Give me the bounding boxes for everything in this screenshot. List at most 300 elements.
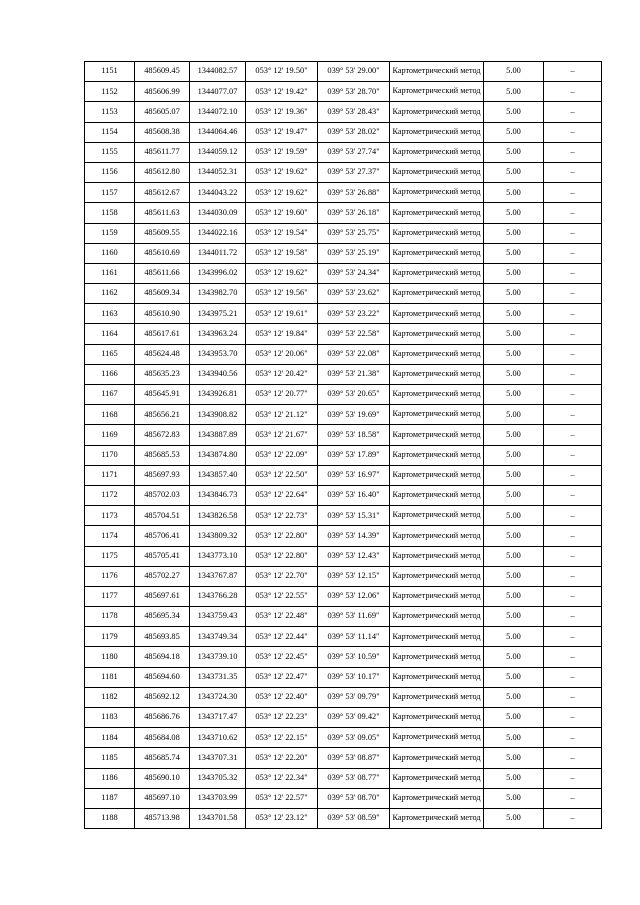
method-cell: Картометрический метод [390,708,484,728]
table-row [85,607,602,627]
y-coordinate-cell: 1343703.99 [190,788,246,808]
y-coordinate-cell: 1343749.34 [190,627,246,647]
x-coordinate-cell: 485694.18 [135,647,190,667]
note-cell: – [544,183,602,203]
x-coordinate-cell: 485705.41 [135,546,190,566]
latitude-cell: 053° 12' 19.54" [246,223,318,243]
table-row [85,243,602,263]
method-cell: Картометрический метод [390,647,484,667]
longitude-cell: 039° 53' 26.88" [318,183,390,203]
longitude-cell: 039° 53' 28.02" [318,122,390,142]
note-cell: – [544,425,602,445]
latitude-cell: 053° 12' 23.12" [246,808,318,828]
point-number-cell: 1180 [85,647,135,667]
note-cell: – [544,142,602,162]
longitude-cell: 039° 53' 23.22" [318,304,390,324]
longitude-cell: 039° 53' 08.59" [318,808,390,828]
accuracy-cell: 5.00 [484,425,544,445]
method-cell: Картометрический метод [390,385,484,405]
point-number-cell: 1173 [85,506,135,526]
method-cell: Картометрический метод [390,405,484,425]
method-cell: Картометрический метод [390,62,484,82]
point-number-cell: 1162 [85,284,135,304]
accuracy-cell: 5.00 [484,586,544,606]
method-cell: Картометрический метод [390,728,484,748]
accuracy-cell: 5.00 [484,728,544,748]
x-coordinate-cell: 485684.08 [135,728,190,748]
accuracy-cell: 5.00 [484,465,544,485]
accuracy-cell: 5.00 [484,607,544,627]
table-row [85,687,602,707]
table-row [85,667,602,687]
x-coordinate-cell: 485606.99 [135,82,190,102]
point-number-cell: 1163 [85,304,135,324]
x-coordinate-cell: 485706.41 [135,526,190,546]
accuracy-cell: 5.00 [484,405,544,425]
method-cell: Картометрический метод [390,445,484,465]
note-cell: – [544,465,602,485]
x-coordinate-cell: 485697.93 [135,465,190,485]
accuracy-cell: 5.00 [484,506,544,526]
longitude-cell: 039° 53' 12.06" [318,586,390,606]
table-row [85,364,602,384]
table-row [85,566,602,586]
note-cell: – [544,223,602,243]
note-cell: – [544,728,602,748]
table-row [85,445,602,465]
x-coordinate-cell: 485612.67 [135,183,190,203]
y-coordinate-cell: 1343707.31 [190,748,246,768]
longitude-cell: 039° 53' 08.87" [318,748,390,768]
point-number-cell: 1175 [85,546,135,566]
point-number-cell: 1182 [85,687,135,707]
longitude-cell: 039° 53' 12.43" [318,546,390,566]
latitude-cell: 053° 12' 20.06" [246,344,318,364]
longitude-cell: 039° 53' 12.15" [318,566,390,586]
method-cell: Картометрический метод [390,506,484,526]
x-coordinate-cell: 485617.61 [135,324,190,344]
latitude-cell: 053° 12' 22.47" [246,667,318,687]
accuracy-cell: 5.00 [484,82,544,102]
x-coordinate-cell: 485610.90 [135,304,190,324]
longitude-cell: 039° 53' 21.38" [318,364,390,384]
longitude-cell: 039° 53' 09.05" [318,728,390,748]
accuracy-cell: 5.00 [484,385,544,405]
point-number-cell: 1161 [85,263,135,283]
table-row [85,788,602,808]
point-number-cell: 1185 [85,748,135,768]
note-cell: – [544,203,602,223]
method-cell: Картометрический метод [390,808,484,828]
y-coordinate-cell: 1343705.32 [190,768,246,788]
longitude-cell: 039° 53' 26.18" [318,203,390,223]
point-number-cell: 1159 [85,223,135,243]
y-coordinate-cell: 1344030.09 [190,203,246,223]
point-number-cell: 1174 [85,526,135,546]
y-coordinate-cell: 1343908.82 [190,405,246,425]
point-number-cell: 1183 [85,708,135,728]
method-cell: Картометрический метод [390,667,484,687]
method-cell: Картометрический метод [390,223,484,243]
longitude-cell: 039° 53' 09.42" [318,708,390,728]
note-cell: – [544,546,602,566]
accuracy-cell: 5.00 [484,304,544,324]
accuracy-cell: 5.00 [484,768,544,788]
point-number-cell: 1170 [85,445,135,465]
table-row [85,728,602,748]
y-coordinate-cell: 1343773.10 [190,546,246,566]
latitude-cell: 053° 12' 19.62" [246,183,318,203]
y-coordinate-cell: 1343857.40 [190,465,246,485]
method-cell: Картометрический метод [390,425,484,445]
y-coordinate-cell: 1344059.12 [190,142,246,162]
latitude-cell: 053° 12' 22.23" [246,708,318,728]
latitude-cell: 053° 12' 22.55" [246,586,318,606]
method-cell: Картометрический метод [390,142,484,162]
longitude-cell: 039° 53' 09.79" [318,687,390,707]
y-coordinate-cell: 1343874.80 [190,445,246,465]
accuracy-cell: 5.00 [484,526,544,546]
longitude-cell: 039° 53' 10.17" [318,667,390,687]
method-cell: Картометрический метод [390,465,484,485]
note-cell: – [544,607,602,627]
note-cell: – [544,586,602,606]
longitude-cell: 039° 53' 16.40" [318,485,390,505]
y-coordinate-cell: 1344043.22 [190,183,246,203]
accuracy-cell: 5.00 [484,808,544,828]
method-cell: Картометрический метод [390,586,484,606]
x-coordinate-cell: 485609.55 [135,223,190,243]
point-number-cell: 1151 [85,62,135,82]
latitude-cell: 053° 12' 22.48" [246,607,318,627]
longitude-cell: 039° 53' 11.69" [318,607,390,627]
y-coordinate-cell: 1343826.58 [190,506,246,526]
table-row [85,808,602,828]
latitude-cell: 053° 12' 22.45" [246,647,318,667]
x-coordinate-cell: 485611.66 [135,263,190,283]
y-coordinate-cell: 1343717.47 [190,708,246,728]
x-coordinate-cell: 485656.21 [135,405,190,425]
table-row [85,768,602,788]
x-coordinate-cell: 485605.07 [135,102,190,122]
accuracy-cell: 5.00 [484,687,544,707]
point-number-cell: 1176 [85,566,135,586]
accuracy-cell: 5.00 [484,183,544,203]
y-coordinate-cell: 1343982.70 [190,284,246,304]
table-row [85,586,602,606]
accuracy-cell: 5.00 [484,566,544,586]
table-row [85,62,602,82]
accuracy-cell: 5.00 [484,263,544,283]
latitude-cell: 053° 12' 19.58" [246,243,318,263]
point-number-cell: 1156 [85,162,135,182]
latitude-cell: 053° 12' 22.50" [246,465,318,485]
accuracy-cell: 5.00 [484,284,544,304]
accuracy-cell: 5.00 [484,102,544,122]
longitude-cell: 039° 53' 17.89" [318,445,390,465]
table-row [85,324,602,344]
table-row [85,526,602,546]
y-coordinate-cell: 1343739.10 [190,647,246,667]
table-row [85,465,602,485]
latitude-cell: 053° 12' 19.60" [246,203,318,223]
latitude-cell: 053° 12' 22.80" [246,526,318,546]
point-number-cell: 1171 [85,465,135,485]
point-number-cell: 1155 [85,142,135,162]
note-cell: – [544,284,602,304]
note-cell: – [544,667,602,687]
x-coordinate-cell: 485612.80 [135,162,190,182]
latitude-cell: 053° 12' 22.44" [246,627,318,647]
latitude-cell: 053° 12' 22.09" [246,445,318,465]
y-coordinate-cell: 1343759.43 [190,607,246,627]
method-cell: Картометрический метод [390,344,484,364]
table-row [85,627,602,647]
y-coordinate-cell: 1343996.02 [190,263,246,283]
point-number-cell: 1154 [85,122,135,142]
method-cell: Картометрический метод [390,122,484,142]
latitude-cell: 053° 12' 19.56" [246,284,318,304]
longitude-cell: 039° 53' 22.58" [318,324,390,344]
accuracy-cell: 5.00 [484,364,544,384]
x-coordinate-cell: 485697.61 [135,586,190,606]
point-number-cell: 1164 [85,324,135,344]
coordinates-table [84,61,602,829]
point-number-cell: 1172 [85,485,135,505]
y-coordinate-cell: 1343724.30 [190,687,246,707]
accuracy-cell: 5.00 [484,203,544,223]
x-coordinate-cell: 485694.60 [135,667,190,687]
table-row [85,546,602,566]
method-cell: Картометрический метод [390,607,484,627]
table-row [85,385,602,405]
x-coordinate-cell: 485713.98 [135,808,190,828]
note-cell: – [544,708,602,728]
accuracy-cell: 5.00 [484,62,544,82]
note-cell: – [544,102,602,122]
x-coordinate-cell: 485611.77 [135,142,190,162]
accuracy-cell: 5.00 [484,324,544,344]
point-number-cell: 1158 [85,203,135,223]
accuracy-cell: 5.00 [484,485,544,505]
latitude-cell: 053° 12' 22.70" [246,566,318,586]
accuracy-cell: 5.00 [484,708,544,728]
table-row [85,183,602,203]
note-cell: – [544,768,602,788]
method-cell: Картометрический метод [390,627,484,647]
note-cell: – [544,687,602,707]
longitude-cell: 039° 53' 28.43" [318,102,390,122]
method-cell: Картометрический метод [390,203,484,223]
longitude-cell: 039° 53' 27.37" [318,162,390,182]
latitude-cell: 053° 12' 19.42" [246,82,318,102]
y-coordinate-cell: 1343940.56 [190,364,246,384]
method-cell: Картометрический метод [390,566,484,586]
method-cell: Картометрический метод [390,304,484,324]
method-cell: Картометрический метод [390,748,484,768]
table-row [85,263,602,283]
x-coordinate-cell: 485609.34 [135,284,190,304]
method-cell: Картометрический метод [390,162,484,182]
table-row [85,122,602,142]
table-row [85,485,602,505]
x-coordinate-cell: 485686.76 [135,708,190,728]
note-cell: – [544,122,602,142]
table-row [85,203,602,223]
latitude-cell: 053° 12' 22.20" [246,748,318,768]
method-cell: Картометрический метод [390,102,484,122]
longitude-cell: 039° 53' 23.62" [318,284,390,304]
note-cell: – [544,748,602,768]
point-number-cell: 1152 [85,82,135,102]
table-row [85,284,602,304]
longitude-cell: 039° 53' 25.75" [318,223,390,243]
latitude-cell: 053° 12' 22.40" [246,687,318,707]
y-coordinate-cell: 1343731.35 [190,667,246,687]
latitude-cell: 053° 12' 19.47" [246,122,318,142]
point-number-cell: 1184 [85,728,135,748]
point-number-cell: 1160 [85,243,135,263]
point-number-cell: 1153 [85,102,135,122]
y-coordinate-cell: 1343846.73 [190,485,246,505]
note-cell: – [544,445,602,465]
note-cell: – [544,526,602,546]
latitude-cell: 053° 12' 19.62" [246,263,318,283]
accuracy-cell: 5.00 [484,344,544,364]
point-number-cell: 1187 [85,788,135,808]
method-cell: Картометрический метод [390,788,484,808]
table-row [85,748,602,768]
y-coordinate-cell: 1343701.58 [190,808,246,828]
x-coordinate-cell: 485704.51 [135,506,190,526]
method-cell: Картометрический метод [390,687,484,707]
latitude-cell: 053° 12' 19.62" [246,162,318,182]
note-cell: – [544,405,602,425]
point-number-cell: 1168 [85,405,135,425]
accuracy-cell: 5.00 [484,667,544,687]
latitude-cell: 053° 12' 22.15" [246,728,318,748]
y-coordinate-cell: 1344052.31 [190,162,246,182]
x-coordinate-cell: 485695.34 [135,607,190,627]
y-coordinate-cell: 1343766.28 [190,586,246,606]
method-cell: Картометрический метод [390,364,484,384]
method-cell: Картометрический метод [390,546,484,566]
point-number-cell: 1188 [85,808,135,828]
longitude-cell: 039° 53' 20.65" [318,385,390,405]
method-cell: Картометрический метод [390,263,484,283]
x-coordinate-cell: 485702.03 [135,485,190,505]
table-row [85,647,602,667]
table-row [85,223,602,243]
y-coordinate-cell: 1344072.10 [190,102,246,122]
x-coordinate-cell: 485645.91 [135,385,190,405]
note-cell: – [544,324,602,344]
longitude-cell: 039° 53' 25.19" [318,243,390,263]
latitude-cell: 053° 12' 19.61" [246,304,318,324]
note-cell: – [544,304,602,324]
latitude-cell: 053° 12' 19.50" [246,62,318,82]
method-cell: Картометрический метод [390,284,484,304]
x-coordinate-cell: 485672.83 [135,425,190,445]
method-cell: Картометрический метод [390,485,484,505]
x-coordinate-cell: 485610.69 [135,243,190,263]
note-cell: – [544,788,602,808]
table-row [85,82,602,102]
x-coordinate-cell: 485624.48 [135,344,190,364]
longitude-cell: 039° 53' 15.31" [318,506,390,526]
longitude-cell: 039° 53' 16.97" [318,465,390,485]
table-row [85,102,602,122]
accuracy-cell: 5.00 [484,627,544,647]
longitude-cell: 039° 53' 27.74" [318,142,390,162]
note-cell: – [544,808,602,828]
longitude-cell: 039° 53' 29.00" [318,62,390,82]
longitude-cell: 039° 53' 24.34" [318,263,390,283]
latitude-cell: 053° 12' 22.73" [246,506,318,526]
latitude-cell: 053° 12' 22.80" [246,546,318,566]
point-number-cell: 1157 [85,183,135,203]
longitude-cell: 039° 53' 08.70" [318,788,390,808]
accuracy-cell: 5.00 [484,142,544,162]
note-cell: – [544,385,602,405]
latitude-cell: 053° 12' 22.64" [246,485,318,505]
longitude-cell: 039° 53' 08.77" [318,768,390,788]
y-coordinate-cell: 1344064.46 [190,122,246,142]
x-coordinate-cell: 485685.74 [135,748,190,768]
latitude-cell: 053° 12' 22.57" [246,788,318,808]
y-coordinate-cell: 1344022.16 [190,223,246,243]
y-coordinate-cell: 1343809.32 [190,526,246,546]
y-coordinate-cell: 1343767.87 [190,566,246,586]
x-coordinate-cell: 485702.27 [135,566,190,586]
table-body [85,62,602,829]
latitude-cell: 053° 12' 19.84" [246,324,318,344]
x-coordinate-cell: 485635.23 [135,364,190,384]
accuracy-cell: 5.00 [484,748,544,768]
x-coordinate-cell: 485692.12 [135,687,190,707]
x-coordinate-cell: 485608.38 [135,122,190,142]
note-cell: – [544,263,602,283]
accuracy-cell: 5.00 [484,223,544,243]
method-cell: Картометрический метод [390,526,484,546]
method-cell: Картометрический метод [390,243,484,263]
latitude-cell: 053° 12' 19.59" [246,142,318,162]
latitude-cell: 053° 12' 19.36" [246,102,318,122]
x-coordinate-cell: 485693.85 [135,627,190,647]
accuracy-cell: 5.00 [484,162,544,182]
longitude-cell: 039° 53' 28.70" [318,82,390,102]
note-cell: – [544,627,602,647]
note-cell: – [544,506,602,526]
longitude-cell: 039° 53' 19.69" [318,405,390,425]
point-number-cell: 1177 [85,586,135,606]
accuracy-cell: 5.00 [484,243,544,263]
longitude-cell: 039° 53' 14.39" [318,526,390,546]
table-row [85,708,602,728]
latitude-cell: 053° 12' 22.34" [246,768,318,788]
table-row [85,506,602,526]
longitude-cell: 039° 53' 22.08" [318,344,390,364]
method-cell: Картометрический метод [390,183,484,203]
point-number-cell: 1178 [85,607,135,627]
longitude-cell: 039° 53' 11.14" [318,627,390,647]
x-coordinate-cell: 485685.53 [135,445,190,465]
note-cell: – [544,62,602,82]
y-coordinate-cell: 1344077.07 [190,82,246,102]
note-cell: – [544,162,602,182]
accuracy-cell: 5.00 [484,788,544,808]
accuracy-cell: 5.00 [484,546,544,566]
